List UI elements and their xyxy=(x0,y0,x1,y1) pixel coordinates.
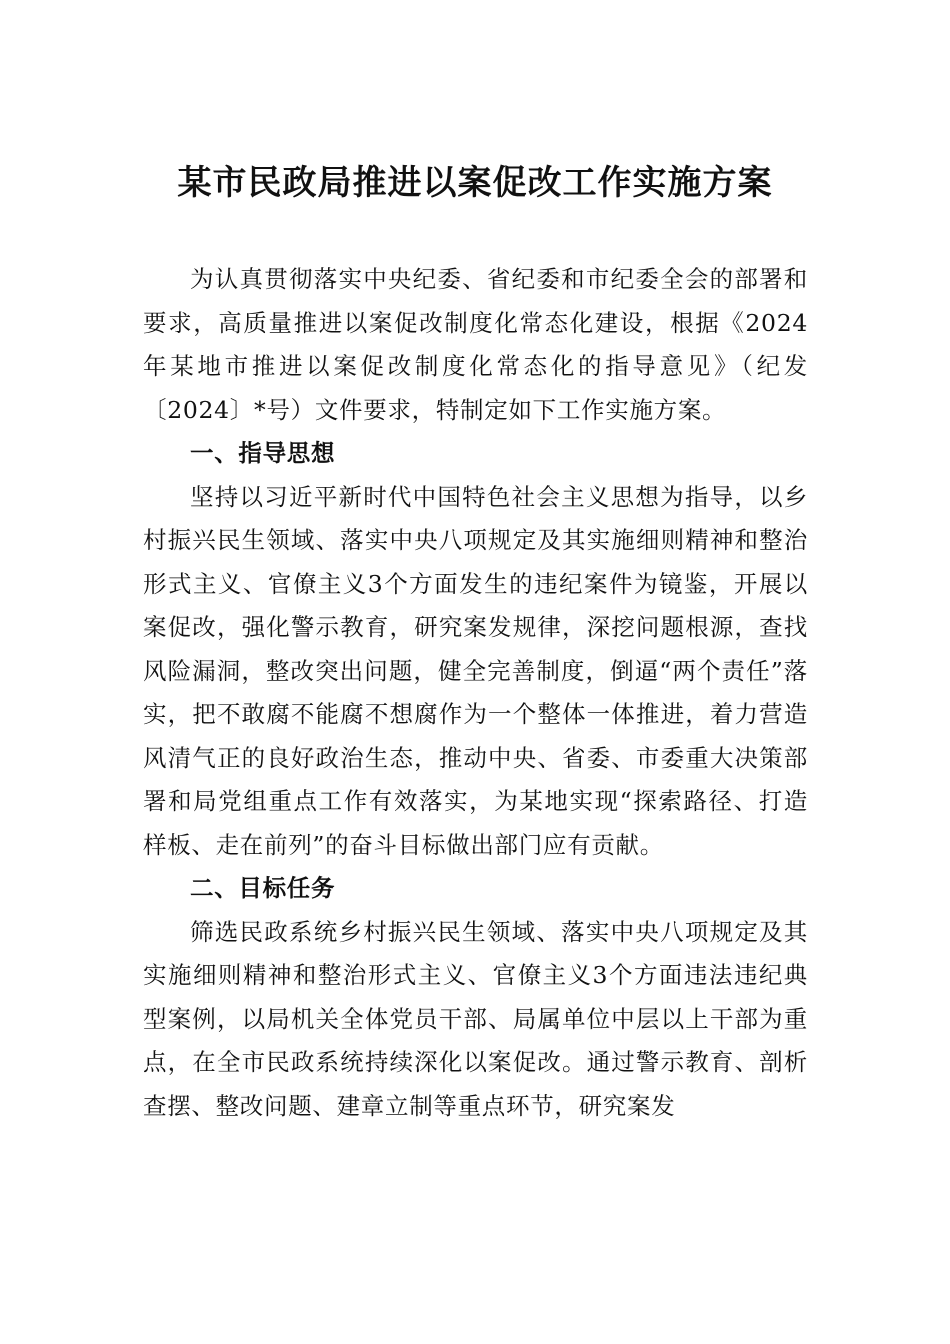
section-paragraph-guiding-ideology: 坚持以习近平新时代中国特色社会主义思想为指导，以乡村振兴民生领域、落实中央八项规定及其实施细则精神和整治形式主义、官僚主义3个方面发生的违纪案件为镜鉴，开展以案促改，强化警示教育，研究案发规律，深挖问题根源，查找风险漏洞，整改突出问题，健全完善制度，倒逼“两个责任”落实，把不敢腐不能腐不想腐作为一个整体一体推进，着力营造风清气正的良好政治生态，推动中央、省委、市委重大决策部署和局党组重点工作有效落实，为某地实现“探索路径、打造样板、走在前列”的奋斗目标做出部门应有贡献。 xyxy=(143,482,808,859)
section-heading-goals-tasks: 二、目标任务 xyxy=(190,874,336,902)
document-title: 某市民政局推进以案促改工作实施方案 xyxy=(177,163,773,203)
intro-paragraph: 为认真贯彻落实中央纪委、省纪委和市纪委全会的部署和要求，高质量推进以案促改制度化常态化建设，根据《2024年某地市推进以案促改制度化常态化的指导意见》（纪发〔2024〕*号）文件要求，特制定如下工作实施方案。 xyxy=(143,265,808,424)
document-body xyxy=(143,258,808,1128)
section-heading-guiding-ideology: 一、指导思想 xyxy=(190,439,336,467)
section-paragraph-goals-tasks: 筛选民政系统乡村振兴民生领域、落实中央八项规定及其实施细则精神和整治形式主义、官僚主义3个方面违法违纪典型案例，以局机关全体党员干部、局属单位中层以上干部为重点，在全市民政系统持续深化以案促改。通过警示教育、剖析查摆、整改问题、建章立制等重点环节，研究案发 xyxy=(143,917,808,1120)
